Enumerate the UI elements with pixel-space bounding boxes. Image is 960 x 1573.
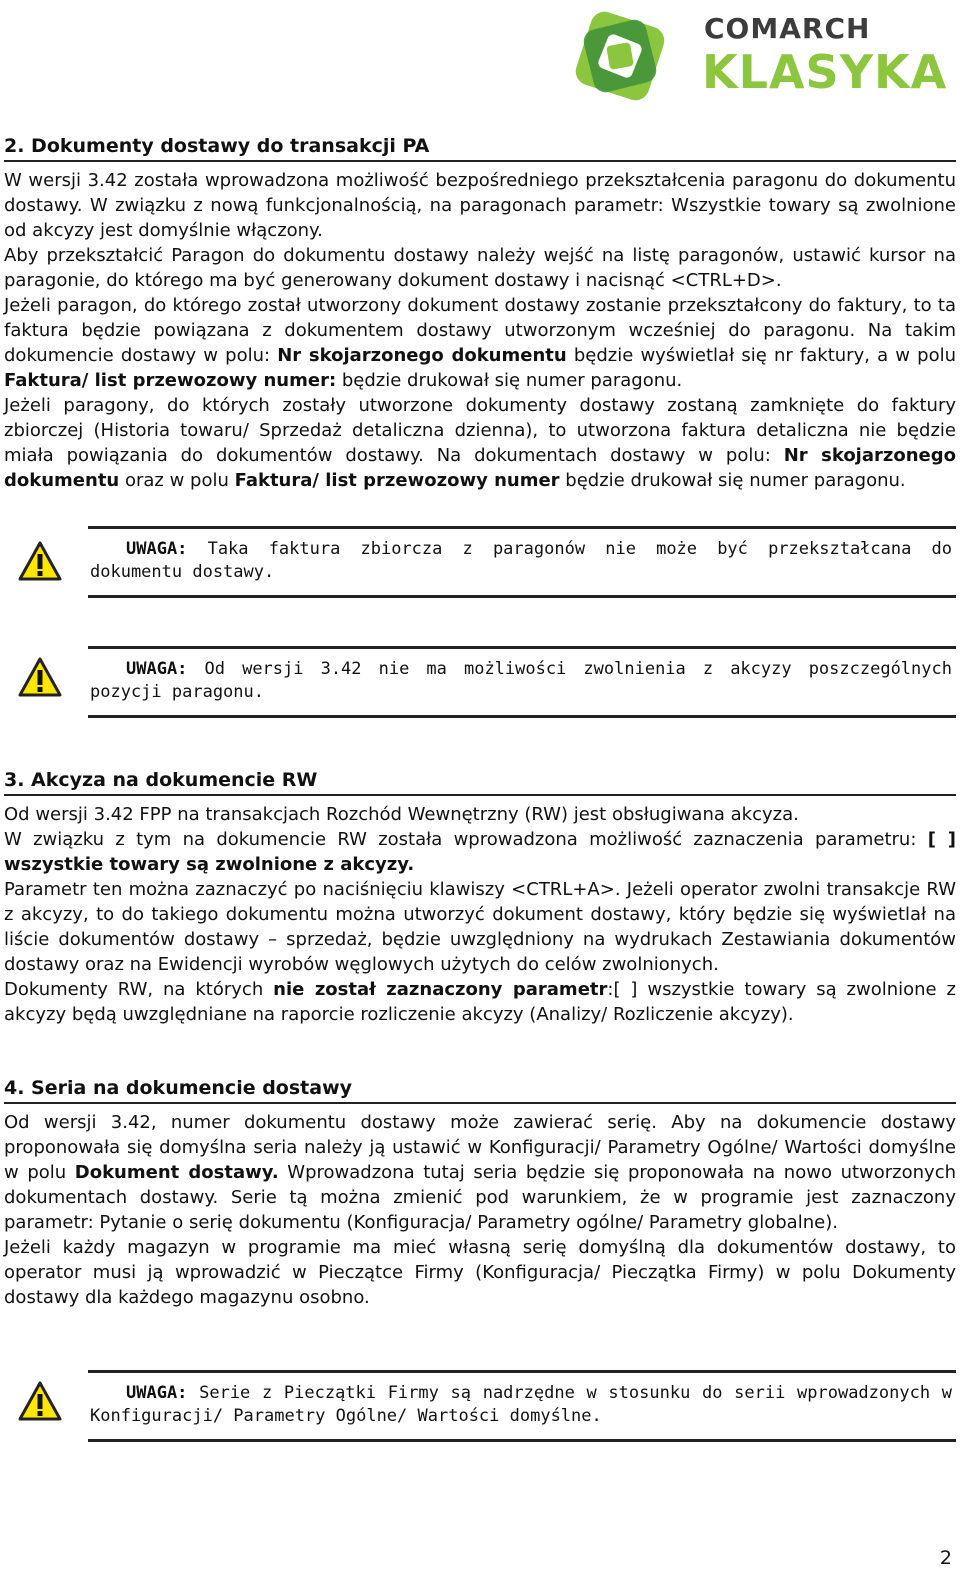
section-3-paragraph-2: W związku z tym na dokumencie RW została wprowadzona możliwość zaznaczenia parametru: [ ] wszystkie towary są zwolnione z akcyzy. — [4, 829, 956, 875]
page-number: 2 — [939, 1547, 952, 1569]
warning-3-text: UWAGA: Serie z Pieczątki Firmy są nadrzędne w stosunku do serii wprowadzonych w Konfiguracji/ Parametry Ogólne/ Wartości domyślne. — [90, 1383, 952, 1426]
warning-rule-bottom — [88, 715, 956, 718]
bold-term: Dokument dostawy. — [74, 1162, 279, 1183]
section-3-paragraph-4: Dokumenty RW, na których nie został zaznaczony parametr:[ ] wszystkie towary są zwolnione z akcyzy będą uwzględniane na raporcie rozliczenie akcyzy (Analizy/ Rozliczenie akcyzy). — [4, 979, 956, 1025]
warning-triangle-icon — [18, 540, 62, 582]
bold-term: Nr skojarzonego dokumentu — [4, 445, 956, 491]
section-4 — [4, 1076, 956, 1310]
section-2-paragraph-2: Aby przekształcić Paragon do dokumentu dostawy należy wejść na listę paragonów, ustawić kursor na paragonie, do którego ma być generowany dokument dostawy i nacisnąć <CTRL+D>. — [4, 245, 956, 291]
warning-box-1 — [0, 526, 960, 600]
section-2-paragraph-3: Jeżeli paragon, do którego został utworzony dokument dostawy zostanie przekształcony do faktury, to ta faktura będzie powiązana z dokumentem dostawy utworzonym wcześniej do paragonu. Na takim dokumencie dostawy w polu: Nr skojarzonego dokumentu będzie wyświetlał się nr faktury, a w polu Faktura/ list przewozowy numer: będzie drukował się numer paragonu. — [4, 295, 956, 391]
section-3-heading: 3. Akcyza na dokumencie RW — [4, 768, 956, 796]
bold-term: Faktura/ list przewozowy numer — [234, 470, 560, 491]
warning-2-text: UWAGA: Od wersji 3.42 nie ma możliwości zwolnienia z akcyzy poszczególnych pozycji paragonu. — [90, 659, 952, 702]
warning-rule-bottom — [88, 1439, 956, 1442]
section-4-paragraph-1: Od wersji 3.42, numer dokumentu dostawy może zawierać serię. Aby na dokumencie dostawy proponowała się domyślna seria należy ją ustawić w Konfiguracji/ Parametry Ogólne/ Wartości domyślne w polu Dokument dostawy. Wprowadzona tutaj seria będzie się proponowała na nowo utworzonych dokumentach dostawy. Serie tą można zmienić pod warunkiem, że w programie jest zaznaczony parametr: Pytanie o serię dokumentu (Konfiguracja/ Parametry ogólne/ Parametry globalne). — [4, 1112, 956, 1233]
warning-triangle-icon — [18, 1380, 62, 1422]
bold-term: nie został zaznaczony parametr — [273, 979, 608, 1000]
logo-brand-text: COMARCH — [704, 12, 871, 45]
section-3-paragraph-3: Parametr ten można zaznaczyć po naciśnięciu klawiszy <CTRL+A>. Jeżeli operator zwolni transakcje RW z akcyzy, to do takiego dokumentu można utworzyć dokument dostawy, który będzie się wyświetlał na liście dokumentów dostawy – sprzedaż, będzie uwzględniony na wydrukach Zestawiania dokumentów dostawy oraz na Ewidencji wyrobów węglowych użytych do celów zwolnionych. — [4, 879, 956, 975]
bold-term: [ ] wszystkie towary są zwolnione z akcyzy. — [4, 829, 956, 875]
warning-rule-top — [88, 646, 956, 649]
section-2-heading: 2. Dokumenty dostawy do transakcji PA — [4, 134, 956, 162]
section-2-paragraph-4: Jeżeli paragony, do których zostały utworzone dokumenty dostawy zostaną zamknięte do faktury zbiorczej (Historia towaru/ Sprzedaż detaliczna dzienna), to utworzona faktura detaliczna nie będzie miała powiązania do dokumentów dostawy. Na dokumentach dostawy w polu: Nr skojarzonego dokumentu oraz w polu Faktura/ list przewozowy numer będzie drukował się numer paragonu. — [4, 395, 956, 491]
section-2 — [4, 134, 956, 493]
section-3 — [4, 768, 956, 1027]
bold-term: Faktura/ list przewozowy numer: — [4, 370, 337, 391]
warning-rule-top — [88, 526, 956, 529]
warning-1-text: UWAGA: Taka faktura zbiorcza z paragonów nie może być przekształcana do dokumentu dostawy. — [90, 539, 952, 582]
comarch-logo-mark-icon — [568, 6, 672, 108]
section-4-heading: 4. Seria na dokumencie dostawy — [4, 1076, 956, 1104]
warning-triangle-icon — [18, 656, 62, 698]
warning-box-2 — [0, 646, 960, 720]
comarch-klasyka-logo — [568, 6, 948, 108]
section-3-paragraph-1: Od wersji 3.42 FPP na transakcjach Rozchód Wewnętrzny (RW) jest obsługiwana akcyza. — [4, 804, 799, 825]
warning-rule-top — [88, 1370, 956, 1373]
bold-term: Nr skojarzonego dokumentu — [277, 345, 567, 366]
warning-rule-bottom — [88, 595, 956, 598]
section-4-paragraph-2: Jeżeli każdy magazyn w programie ma mieć własną serię domyślną dla dokumentów dostawy, to operator musi ją wprowadzić w Pieczątce Firmy (Konfiguracja/ Pieczątka Firmy) w polu Dokumenty dostawy dla każdego magazynu osobno. — [4, 1237, 956, 1308]
warning-box-3 — [0, 1370, 960, 1444]
section-2-paragraph-1: W wersji 3.42 została wprowadzona możliwość bezpośredniego przekształcenia paragonu do dokumentu dostawy. W związku z nową funkcjonalnością, na paragonach parametr: Wszystkie towary są zwolnione od akcyzy jest domyślnie włączony. — [4, 170, 956, 241]
logo-product-text: KLASYKA — [702, 45, 948, 99]
